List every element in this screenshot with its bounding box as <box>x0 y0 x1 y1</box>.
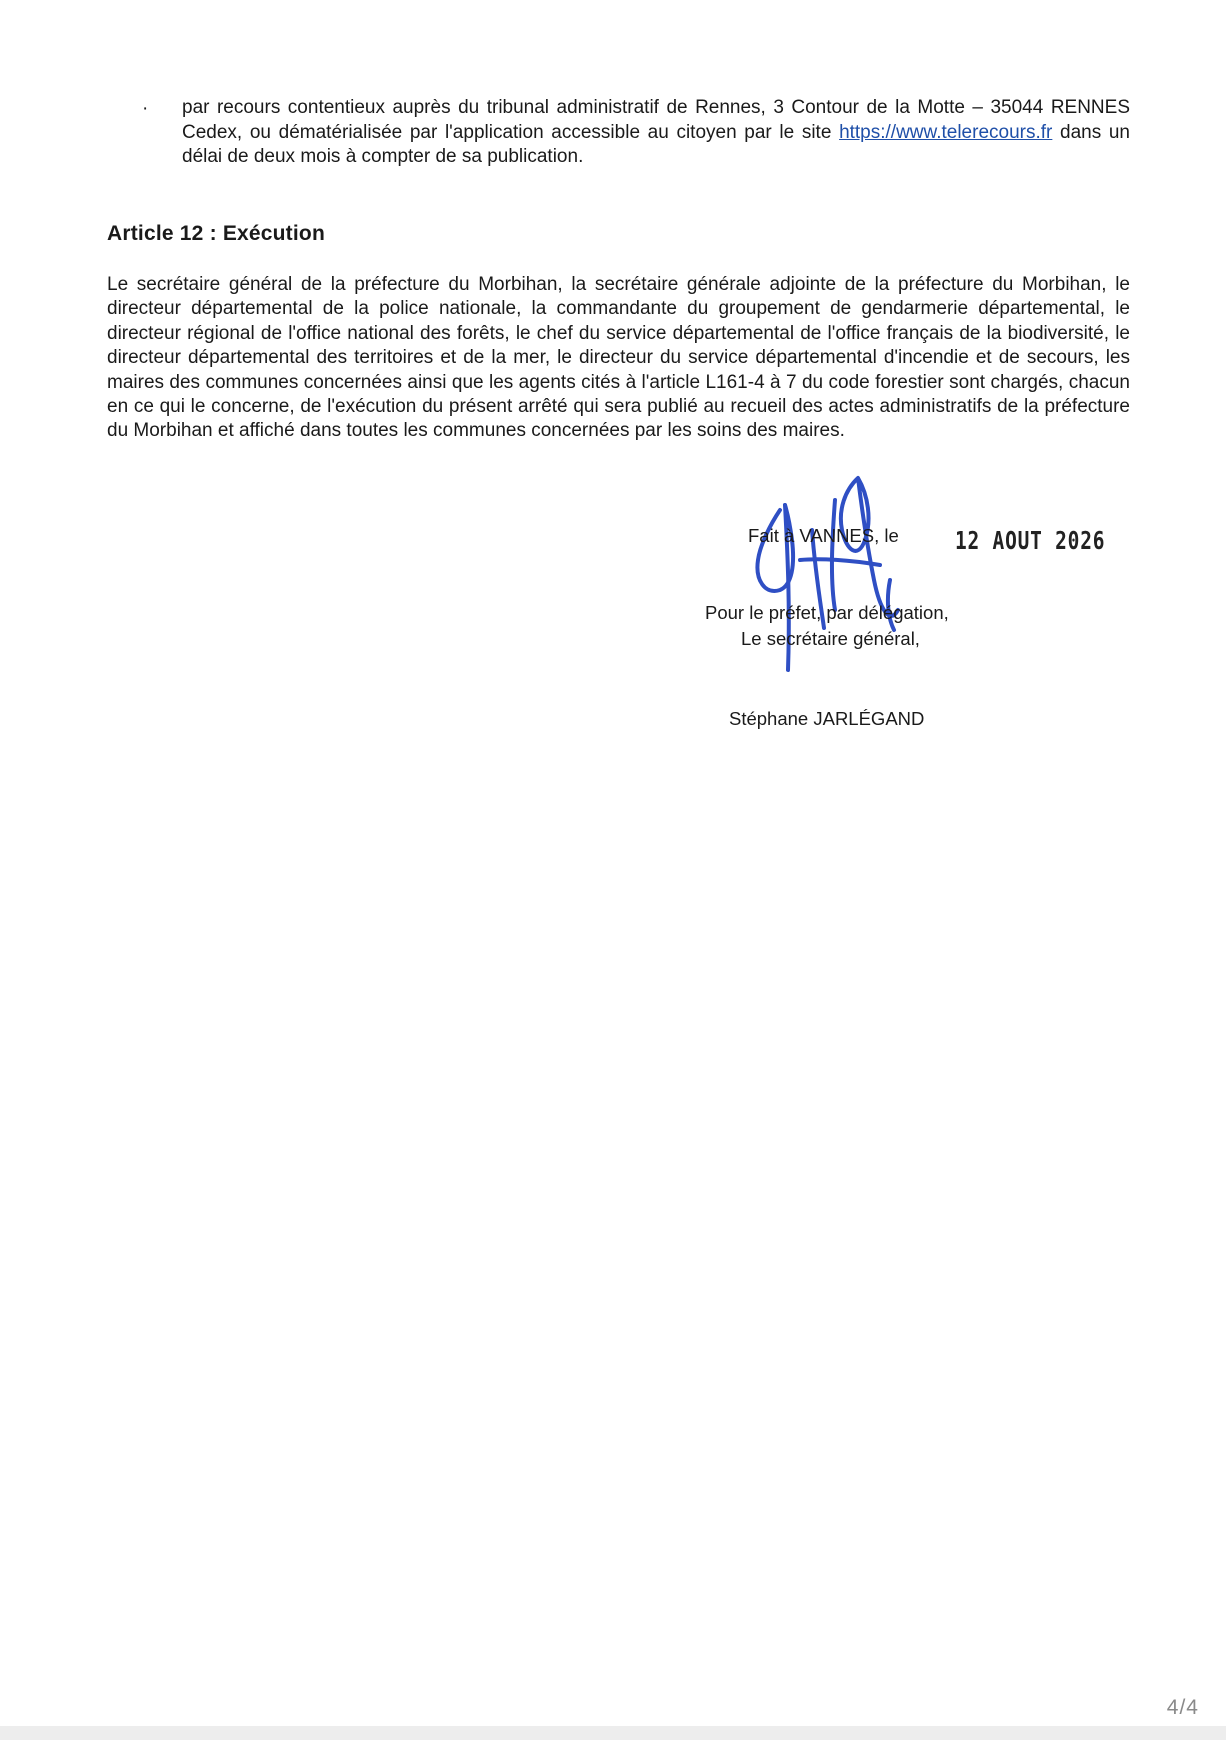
list-bullet: · <box>142 98 149 119</box>
signer-name: Stéphane JARLÉGAND <box>729 708 925 729</box>
delegation-line: Pour le préfet, par délégation, <box>705 602 949 623</box>
place-line: Fait à VANNES, le <box>748 525 899 546</box>
handwritten-signature <box>740 470 970 720</box>
appeal-text-before-link: par recours contentieux auprès du tribunal administratif de Rennes, 3 Contour de la Motte – 35044 RENNES Cedex, ou dématérialisée par l'application accessible au citoyen par le site <box>182 97 1130 143</box>
telerecours-link[interactable]: https://www.telerecours.fr <box>839 121 1053 143</box>
appeal-bullet-paragraph <box>182 96 1130 170</box>
date-stamp: 12 AOUT 2026 <box>955 526 1106 555</box>
article-12-body: Le secrétaire général de la préfecture du Morbihan, la secrétaire générale adjointe de la préfecture du Morbihan, le directeur départemental de la police nationale, la commandante du groupement de gendarmerie départemental, le directeur régional de l'office national des forêts, le chef du service départemental de l'office français de la biodiversité, le directeur départemental des territoires et de la mer, le directeur du service départemental d'incendie et de secours, les maires des communes concernées ainsi que les agents cités à l'article L161-4 à 7 du code forestier sont chargés, chacun en ce qui le concerne, de l'exécution du présent arrêté qui sera publié au recueil des actes administratifs de la préfecture du Morbihan et affiché dans toutes les communes concernées par les soins des maires. <box>107 274 1130 442</box>
role-line: Le secrétaire général, <box>741 628 920 649</box>
appeal-text-after-link: dans un délai de deux mois à compter de sa publication. <box>182 121 1130 167</box>
article-12-title: Article 12 : Exécution <box>107 222 325 245</box>
page-counter: 4/4 <box>1166 1696 1199 1719</box>
